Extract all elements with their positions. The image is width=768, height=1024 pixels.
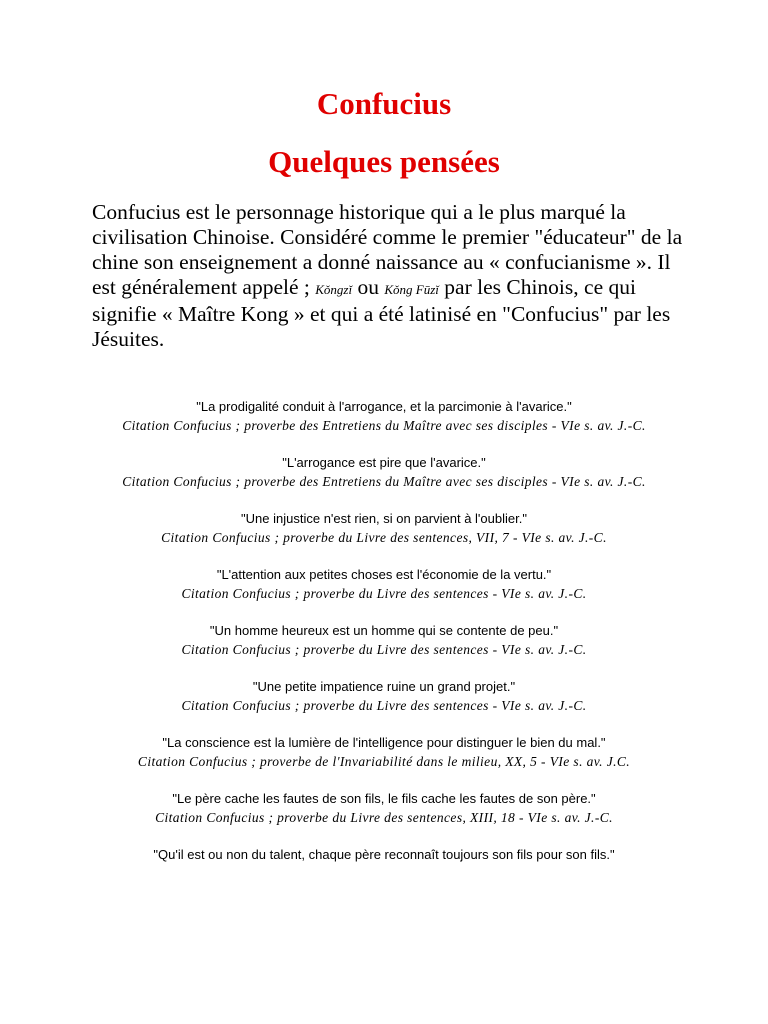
transliteration-kongzi: Kǒngzǐ	[315, 282, 353, 297]
quote-source: Citation Confucius ; proverbe du Livre des sentences - VIe s. av. J.-C.	[181, 586, 587, 601]
quote-source: Citation Confucius ; proverbe du Livre des sentences, VII, 7 - VIe s. av. J.-C.	[161, 530, 607, 545]
quote-source: Citation Confucius ; proverbe des Entretiens du Maître avec ses disciples - VIe s. av. J.-C.	[122, 474, 646, 489]
intro-text-part3: par les Chinois, ce qui signifie « Maître Kong » et qui a été latinisé en "Confucius" par les Jésuites.	[92, 275, 671, 351]
quote-text: "La prodigalité conduit à l'arrogance, et la parcimonie à l'avarice."	[196, 399, 572, 414]
quote-block	[95, 789, 673, 827]
intro-text-part1: Confucius est le personnage historique qui a le plus marqué la civilisation Chinoise. Considéré comme le premier "éducateur" de la chine son enseignement a donné naissance au « confucianisme ». Il est généralement appelé ;	[92, 200, 683, 299]
quote-block	[95, 453, 673, 491]
quote-text: "Qu'il est ou non du talent, chaque père reconnaît toujours son fils pour son fils."	[153, 847, 615, 862]
quote-text: "Un homme heureux est un homme qui se contente de peu."	[209, 623, 559, 638]
quote-block	[95, 733, 673, 771]
transliteration-kong-fuzi: Kǒng Fūzǐ	[384, 282, 439, 297]
intro-text-part2: ou	[352, 275, 385, 299]
quote-block	[95, 509, 673, 547]
quote-block	[95, 677, 673, 715]
quote-text: "La conscience est la lumière de l'intelligence pour distinguer le bien du mal."	[162, 735, 606, 750]
quote-text: "L'attention aux petites choses est l'économie de la vertu."	[216, 567, 552, 582]
document-subtitle: Quelques pensées	[268, 144, 500, 179]
quote-source: Citation Confucius ; proverbe du Livre des sentences - VIe s. av. J.-C.	[181, 698, 587, 713]
intro-paragraph	[92, 200, 688, 352]
quote-text: "Une petite impatience ruine un grand projet."	[252, 679, 516, 694]
quote-text: "L'arrogance est pire que l'avarice."	[282, 455, 486, 470]
quotes-list	[95, 397, 673, 882]
quote-source: Citation Confucius ; proverbe du Livre des sentences, XIII, 18 - VIe s. av. J.-C.	[155, 810, 613, 825]
document-title: Confucius	[316, 86, 452, 121]
quote-source: Citation Confucius ; proverbe de l'Invariabilité dans le milieu, XX, 5 - VIe s. av. J.C.	[137, 754, 631, 769]
quote-text: "Une injustice n'est rien, si on parvient à l'oublier."	[241, 511, 527, 526]
quote-text: "Le père cache les fautes de son fils, le fils cache les fautes de son père."	[172, 791, 596, 806]
quote-source: Citation Confucius ; proverbe du Livre des sentences - VIe s. av. J.-C.	[181, 642, 587, 657]
quote-source: Citation Confucius ; proverbe des Entretiens du Maître avec ses disciples - VIe s. av. J.-C.	[122, 418, 646, 433]
quote-block	[95, 845, 673, 864]
quote-block	[95, 621, 673, 659]
quote-block	[95, 565, 673, 603]
quote-block	[95, 397, 673, 435]
